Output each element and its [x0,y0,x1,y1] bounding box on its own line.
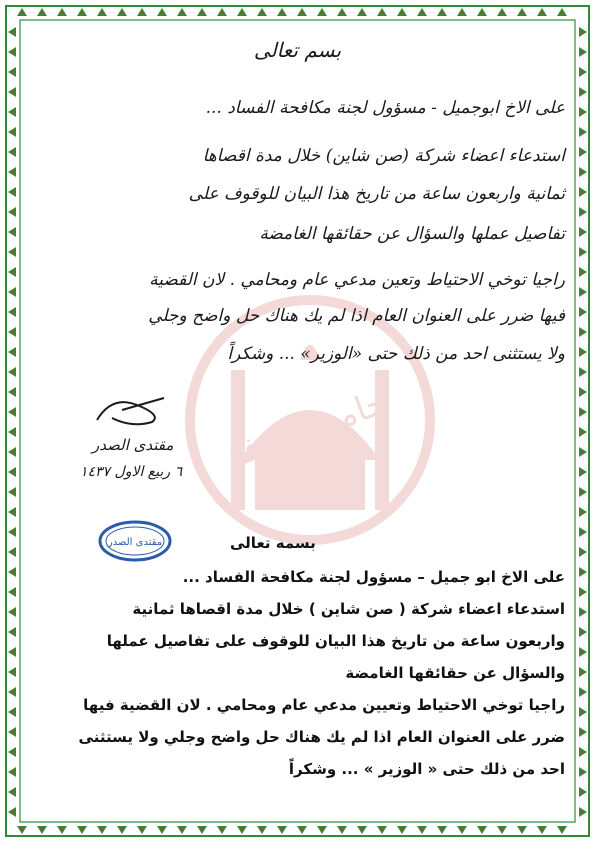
border-dot [241,12,244,15]
typed-line-6: ضرر على العنوان العام اذا لم يك هناك حل واضح وجلي ولا يستثنى [78,728,565,746]
border-dot [481,828,484,831]
border-dot [581,391,584,394]
border-dot [12,751,15,754]
border-dot [12,71,15,74]
border-dot [581,411,584,414]
border-dot [341,828,344,831]
border-dot [581,571,584,574]
border-dot [581,171,584,174]
border-dot [361,12,364,15]
handwritten-line-7: ولا يستثنى احد من ذلك حتى «الوزير» ... وشكراً [227,344,565,364]
border-dot [581,31,584,34]
typed-line-7: احد من ذلك حتى « الوزير » ... وشكراً [288,760,565,778]
border-dot [61,828,64,831]
border-dot [12,511,15,514]
border-dot [12,251,15,254]
border-dot [321,12,324,15]
border-dot [41,828,44,831]
border-dot [581,471,584,474]
handwritten-line-2: استدعاء اعضاء شركة (صن شاين) خلال مدة اقصاها [202,146,565,166]
seal-text: مقتدى الصدر [107,537,163,548]
border-dot [12,711,15,714]
border-dot [581,551,584,554]
border-dot [581,511,584,514]
border-dot [12,231,15,234]
border-dot [141,12,144,15]
border-dot [581,311,584,314]
border-dot [12,371,15,374]
border-dot [12,291,15,294]
border-dot [12,331,15,334]
border-dot [12,191,15,194]
border-dot [201,12,204,15]
border-dot [161,12,164,15]
border-dot [381,12,384,15]
border-dot [581,771,584,774]
border-dot [461,12,464,15]
border-dot [301,828,304,831]
border-dot [61,12,64,15]
border-dot [581,791,584,794]
border-dot [12,91,15,94]
border-dot [241,828,244,831]
border-dot [221,12,224,15]
border-dot [581,491,584,494]
border-dot [581,251,584,254]
border-dot [501,12,504,15]
border-dot [581,731,584,734]
border-dot [461,828,464,831]
typed-title: بسمه تعالى [230,534,316,552]
border-dot [581,811,584,814]
border-dot [581,151,584,154]
border-dot [161,828,164,831]
border-dot [421,828,424,831]
border-dot [581,331,584,334]
typed-line-4: والسؤال عن حقائقها الغامضة [345,664,565,682]
border-dot [481,12,484,15]
border-dot [12,131,15,134]
border-dot [441,12,444,15]
border-dot [101,12,104,15]
border-dot [141,828,144,831]
border-dot [12,531,15,534]
watermark-label: جامع الكوفة [219,381,393,478]
handwritten-title: بسم تعالى [253,38,342,62]
border-dot [12,551,15,554]
border-dot [581,431,584,434]
handwritten-line-1: على الاخ ابوجميل - مسؤول لجنة مكافحة الفساد ... [205,98,565,118]
typed-line-1: على الاخ ابو جميل – مسؤول لجنة مكافحة الفساد ... [182,568,565,586]
border-dot [101,828,104,831]
border-dot [581,51,584,54]
border-dot [581,751,584,754]
border-dot [181,828,184,831]
signature-date: ٦ ربيع الاول ١٤٣٧ [80,464,183,480]
border-dot [581,531,584,534]
border-dot [12,671,15,674]
border-dot [581,211,584,214]
border-dot [41,12,44,15]
border-dot [581,371,584,374]
border-dot [12,351,15,354]
border-dot [581,631,584,634]
border-dot [361,828,364,831]
border-dot [12,111,15,114]
border-dot [12,391,15,394]
border-dot [541,12,544,15]
border-dot [181,12,184,15]
border-dot [581,451,584,454]
border-dot [581,231,584,234]
blue-seal-stamp [97,519,173,563]
border-dot [12,451,15,454]
border-dot [581,291,584,294]
border-dot [261,12,264,15]
handwritten-line-3: ثمانية واربعون ساعة من تاريخ هذا البيان للوقوف على [188,184,565,204]
border-dot [12,471,15,474]
border-dot [381,828,384,831]
border-dot [12,811,15,814]
border-dot [12,431,15,434]
border-dot [561,828,564,831]
border-dot [281,12,284,15]
border-dot [201,828,204,831]
border-dot [401,12,404,15]
border-dot [581,591,584,594]
border-dot [581,651,584,654]
border-dot [12,691,15,694]
border-dot [21,828,24,831]
mosque-watermark [150,250,470,570]
border-dot [581,671,584,674]
border-dot [501,828,504,831]
border-dot [12,491,15,494]
border-dot [12,171,15,174]
border-dot [12,31,15,34]
border-dot [581,71,584,74]
border-dot [341,12,344,15]
border-dot [581,691,584,694]
border-dot [12,311,15,314]
border-dot [12,411,15,414]
border-dot [221,828,224,831]
border-dot [581,271,584,274]
border-dot [281,828,284,831]
border-dot [541,828,544,831]
border-dot [581,711,584,714]
border-dot [581,91,584,94]
border-dot [12,211,15,214]
typed-line-2: استدعاء اعضاء شركة ( صن شاين ) خلال مدة اقصاها ثمانية [132,600,565,618]
border-dot [12,771,15,774]
handwritten-line-5: راجيا توخي الاحتياط وتعين مدعي عام ومحامي . لان القضية [149,270,565,290]
border-dot [12,791,15,794]
border-dot [12,731,15,734]
typed-line-5: راجيا توخي الاحتياط وتعيين مدعي عام ومحامي . لان القضية فيها [83,696,565,714]
border-dot [21,12,24,15]
border-dot [581,191,584,194]
border-dot [12,271,15,274]
border-dot [581,131,584,134]
border-dot [521,828,524,831]
border-dot [12,51,15,54]
typed-line-3: واربعون ساعة من تاريخ هذا البيان للوقوف على تفاصيل عملها [106,632,565,650]
border-dot [12,151,15,154]
border-dot [81,828,84,831]
border-dot [581,351,584,354]
border-dot [581,611,584,614]
border-dot [121,12,124,15]
border-dot [521,12,524,15]
border-dot [261,828,264,831]
handwritten-signature [92,390,172,430]
border-dot [12,651,15,654]
border-dot [12,611,15,614]
border-dot [321,828,324,831]
border-dot [12,631,15,634]
border-dot [401,828,404,831]
border-dot [581,111,584,114]
border-dot [421,12,424,15]
border-dot [12,571,15,574]
handwritten-line-4: تفاصيل عملها والسؤال عن حقائقها الغامضة [259,224,565,244]
border-dot [301,12,304,15]
border-dot [12,591,15,594]
signature-name: مقتدى الصدر [92,436,174,454]
border-dot [81,12,84,15]
border-dot [561,12,564,15]
border-dot [441,828,444,831]
handwritten-line-6: فيها ضرر على العنوان العام اذا لم يك هناك حل واضح وجلي [148,306,565,326]
border-dot [121,828,124,831]
